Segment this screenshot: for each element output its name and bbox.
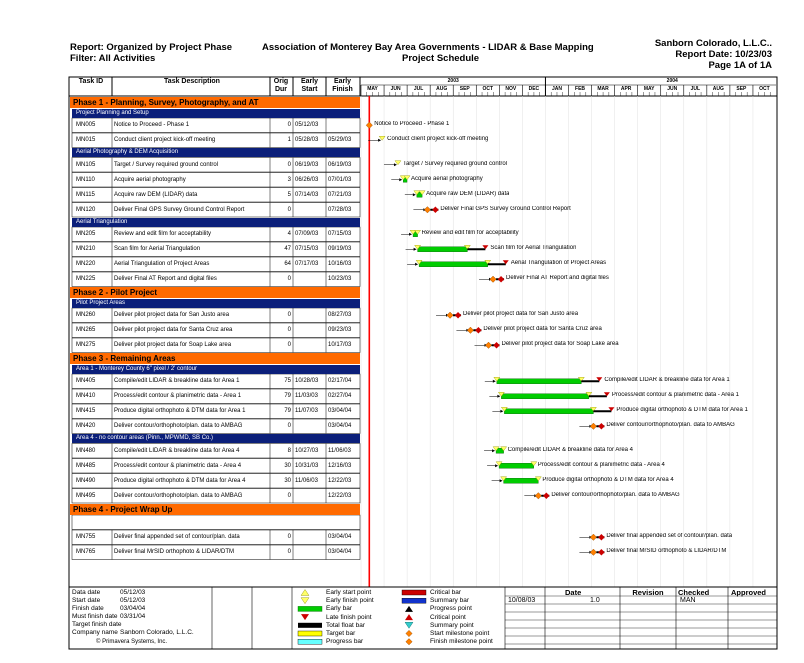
subgroup-header: Pilot Project Areas — [72, 299, 360, 308]
task-id: MN480 — [76, 447, 96, 454]
month-label: MAR — [597, 86, 609, 92]
late-finish-point — [455, 312, 461, 318]
bar-label: Deliver pilot project data for Santa Cruz area — [483, 326, 602, 333]
early-bar — [497, 379, 582, 384]
revision-header-revision: Revision — [632, 588, 664, 597]
orig-dur: 0 — [287, 534, 291, 540]
bar-label: Acquire aerial photography — [411, 175, 483, 182]
early-start — [295, 419, 327, 434]
total-float-bar — [589, 395, 607, 397]
orig-dur: 79 — [284, 408, 291, 414]
footer-label: Data date — [72, 589, 101, 596]
month-label: FEB — [575, 86, 586, 92]
copyright-text: © Primavera Systems, Inc. — [96, 639, 168, 645]
footer-value: 03/31/04 — [120, 613, 146, 620]
link-arrow — [394, 163, 397, 166]
subgroup-header: Aerial Triangulation — [72, 218, 360, 227]
revision-header-checked: Checked — [678, 588, 710, 597]
col-early-start: Early Start — [300, 78, 319, 93]
page-number: Page 1A of 1A — [708, 60, 772, 71]
task-description: Conduct client project kick-off meeting — [114, 137, 216, 143]
early-finish: 07/28/03 — [328, 206, 352, 213]
legend-label: Progress point — [430, 605, 472, 613]
link-arrow — [414, 248, 417, 251]
bar-label: Compile/edit LIDAR & breakline data for Area 4 — [507, 446, 633, 453]
early-finish: 10/23/03 — [328, 276, 352, 282]
bar-label: Deliver pilot project data for Soap Lake area — [501, 341, 619, 348]
table-row — [70, 188, 360, 203]
early-start: 07/17/03 — [295, 261, 319, 267]
orig-dur: 4 — [287, 231, 291, 237]
legend-label: Late finish point — [326, 613, 372, 621]
task-description: Scan film for Aerial Triangulation — [114, 246, 201, 252]
table-row — [70, 242, 360, 257]
orig-dur: 0 — [287, 342, 291, 348]
month-label: OCT — [759, 86, 770, 92]
legend-symbol — [402, 590, 426, 595]
orig-dur: 5 — [287, 191, 291, 198]
table-row — [70, 374, 360, 389]
legend-label: Total float bar — [326, 621, 366, 629]
table-row — [70, 530, 360, 545]
early-start: 06/26/03 — [295, 176, 319, 183]
link-arrow — [493, 380, 496, 383]
orig-dur: 1 — [287, 137, 291, 143]
task-description: Deliver final MrSID orthophoto & LIDAR/DTM — [114, 549, 235, 555]
milestone-point — [366, 122, 372, 128]
milestone-point — [467, 327, 473, 333]
early-start: 10/31/03 — [295, 462, 319, 469]
link-arrow — [492, 449, 495, 452]
task-id: MN115 — [76, 191, 95, 198]
year-label-2004: 2004 — [666, 78, 678, 84]
company-name: Sanborn Colorado, L.L.C.. — [654, 38, 772, 49]
month-label: NOV — [505, 86, 517, 92]
link-arrow — [495, 464, 498, 467]
early-bar — [501, 394, 589, 399]
bar-label: Deliver Final GPS Survey Ground Control Report — [440, 205, 571, 212]
early-finish: 03/04/04 — [328, 549, 352, 555]
month-label: JAN — [551, 86, 562, 92]
orig-dur: 3 — [287, 176, 291, 183]
revision-checked: MAN — [680, 597, 696, 604]
table-row — [70, 158, 360, 173]
orig-dur: 0 — [287, 492, 291, 499]
task-id: MN755 — [76, 534, 96, 540]
link-arrow — [399, 178, 402, 181]
month-label: SEP — [459, 86, 470, 92]
table-row — [70, 545, 360, 560]
late-finish-point — [543, 493, 549, 499]
task-description: Produce digital orthophoto & DTM data for Area 1 — [114, 408, 246, 414]
early-finish: 02/17/04 — [328, 378, 352, 384]
bar-label: Deliver pilot project data for San Justo area — [463, 311, 579, 318]
early-start: 05/28/03 — [295, 137, 319, 143]
task-id: MN120 — [76, 206, 96, 213]
month-label: SEP — [736, 86, 747, 92]
month-label: MAY — [643, 86, 655, 92]
bar-label: Deliver final MrSID orthophoto & LIDAR/DTM — [606, 548, 727, 555]
table-row — [70, 489, 360, 504]
task-id: MN110 — [76, 176, 95, 183]
early-start: 07/09/03 — [295, 231, 319, 237]
legend-label: Start milestone point — [430, 630, 490, 637]
early-start — [295, 338, 327, 353]
orig-dur: 75 — [284, 378, 291, 384]
table-row — [70, 338, 360, 353]
footer-value: 05/12/03 — [120, 597, 146, 604]
task-id: MN420 — [76, 423, 96, 429]
task-description: Notice to Proceed - Phase 1 — [114, 122, 190, 128]
col-early-finish: Early Finish — [332, 78, 353, 93]
phase-header: Phase 2 - Pilot Project — [70, 287, 360, 298]
early-finish: 12/22/03 — [328, 477, 352, 484]
early-bar — [419, 262, 488, 267]
footer-label: Company name — [72, 629, 118, 636]
task-id: MN210 — [76, 246, 96, 252]
table-row — [70, 203, 360, 218]
legend-symbol — [298, 623, 322, 628]
early-start — [295, 489, 327, 504]
task-description: Process/edit contour & planimetric data - Area 4 — [114, 462, 242, 469]
month-label: AUG — [436, 86, 448, 92]
early-finish: 10/16/03 — [328, 261, 352, 267]
milestone-point — [424, 207, 430, 213]
legend-label: Critical point — [430, 613, 466, 621]
early-start — [295, 308, 327, 323]
early-bar — [504, 409, 593, 414]
task-id: MN005 — [76, 122, 96, 128]
task-id: MN490 — [76, 477, 96, 484]
table-row — [70, 459, 360, 474]
revision-header-approved: Approved — [731, 588, 767, 597]
month-label: JUN — [390, 86, 401, 92]
milestone-point — [447, 312, 453, 318]
task-id: MN765 — [76, 549, 96, 555]
early-start: 11/07/03 — [295, 408, 318, 414]
early-finish: 03/04/04 — [328, 534, 352, 540]
link-arrow — [497, 395, 500, 398]
col-task-description: Task Description — [164, 78, 220, 85]
milestone-point — [490, 276, 496, 282]
footer-value: 05/12/03 — [120, 589, 146, 596]
legend-label: Target bar — [326, 630, 356, 637]
bar-label: Deliver Final AT Report and digital files — [506, 275, 609, 282]
task-id: MN265 — [76, 327, 96, 333]
early-start — [295, 323, 327, 338]
footer-label: Finish date — [72, 605, 104, 612]
early-start: 07/14/03 — [295, 191, 319, 198]
early-finish: 10/17/03 — [328, 342, 352, 348]
table-row — [70, 419, 360, 434]
month-label: DEC — [528, 86, 540, 92]
late-finish-point — [598, 423, 604, 429]
phase-header: Phase 1 - Planning, Survey, Photography, and AT — [70, 97, 360, 108]
table-row — [70, 444, 360, 459]
table-row — [70, 257, 360, 272]
link-arrow — [415, 263, 418, 266]
task-description: Deliver pilot project data for Santa Cruz area — [114, 327, 233, 333]
bar-label: Deliver final appended set of contour/plan. data — [606, 533, 733, 540]
bar-label: Acquire raw DEM (LIDAR) data — [426, 190, 510, 197]
early-start — [295, 272, 327, 287]
link-arrow — [413, 193, 416, 196]
early-finish: 06/19/03 — [328, 161, 352, 168]
task-id: MN015 — [76, 137, 96, 143]
milestone-point — [590, 423, 596, 429]
early-finish: 05/29/03 — [328, 137, 352, 143]
early-finish: 08/27/03 — [328, 312, 352, 318]
total-float-bar — [581, 380, 599, 382]
task-description: Compile/edit LIDAR & breakline data for Area 4 — [114, 447, 240, 454]
early-start: 05/12/03 — [295, 122, 319, 128]
orig-dur: 0 — [287, 276, 291, 282]
task-description: Process/edit contour & planimetric data - Area 1 — [114, 393, 242, 399]
year-label-2003: 2003 — [447, 78, 459, 84]
task-id: MN405 — [76, 378, 96, 384]
bar-label: Review and edit film for acceptability — [421, 230, 519, 237]
late-finish-point — [498, 276, 504, 282]
month-label: JUN — [667, 86, 678, 92]
link-arrow — [500, 479, 503, 482]
orig-dur: 0 — [287, 161, 291, 168]
total-float-bar — [593, 410, 611, 412]
report-title: Report: Organized by Project Phase — [70, 42, 233, 53]
total-float-bar — [488, 263, 506, 265]
footer-label: Target finish date — [72, 621, 122, 628]
early-finish: 07/15/03 — [328, 231, 352, 237]
early-finish: 07/21/03 — [328, 191, 352, 198]
early-finish: 09/23/03 — [328, 327, 352, 333]
task-id: MN410 — [76, 393, 96, 399]
orig-dur: 0 — [287, 549, 291, 555]
early-finish-point — [395, 161, 401, 165]
task-id: MN205 — [76, 231, 96, 237]
orig-dur: 47 — [284, 246, 291, 252]
early-bar — [504, 478, 539, 483]
task-description: Acquire aerial photography — [114, 176, 186, 183]
bar-label: Deliver contour/orthophoto/plan. data to AMBAG — [606, 422, 735, 429]
early-bar — [499, 463, 534, 468]
task-id: MN485 — [76, 462, 96, 469]
task-description: Deliver pilot project data for San Justo area — [114, 312, 230, 318]
month-label: JUL — [690, 86, 701, 92]
month-label: OCT — [482, 86, 494, 92]
early-start — [295, 530, 327, 545]
orig-dur: 30 — [284, 462, 291, 469]
late-finish-point — [493, 342, 499, 348]
early-start: 10/27/03 — [295, 447, 319, 454]
bar-label: Target / Survey required ground control — [402, 160, 508, 167]
orig-dur: 0 — [287, 327, 291, 333]
early-finish: 02/27/04 — [328, 393, 352, 399]
legend-label: Summary point — [430, 621, 474, 629]
month-label: JUL — [413, 86, 424, 92]
early-start: 11/06/03 — [295, 477, 318, 484]
month-label: AUG — [712, 86, 724, 92]
project-title: Association of Monterey Bay Area Governments - LIDAR & Base Mapping — [262, 42, 594, 53]
early-finish: 11/06/03 — [328, 447, 351, 454]
task-id: MN220 — [76, 261, 96, 267]
link-arrow — [500, 410, 503, 413]
early-bar — [418, 247, 468, 252]
subgroup-header: Project Planning and Setup — [72, 109, 360, 118]
orig-dur: 30 — [284, 477, 291, 484]
month-label: APR — [620, 86, 632, 92]
bar-label: Notice to Proceed - Phase 1 — [374, 121, 450, 128]
orig-dur: 0 — [287, 206, 291, 213]
bar-label: Conduct client project kick-off meeting — [387, 136, 489, 143]
link-arrow — [409, 233, 412, 236]
revision-date: 10/08/03 — [508, 597, 536, 604]
table-row — [70, 272, 360, 287]
table-row — [70, 118, 360, 133]
legend-symbol — [298, 639, 322, 644]
table-row — [70, 227, 360, 242]
phase-header: Phase 3 - Remaining Areas — [70, 353, 360, 364]
table-row — [70, 173, 360, 188]
task-description: Deliver Final AT Report and digital files — [114, 276, 217, 282]
table-row — [70, 133, 360, 148]
subgroup-header: Area 1 - Monterey County 6" pixel / 2' contour — [72, 365, 360, 374]
subgroup-header: Aerial Photography & DEM Acquisition — [72, 148, 360, 157]
early-start: 07/15/03 — [295, 246, 319, 252]
orig-dur: 0 — [287, 312, 291, 318]
bar-label: Produce digital orthophoto & DTM data for Area 1 — [616, 407, 748, 414]
phase-header: Phase 4 - Project Wrap Up — [70, 504, 360, 515]
legend-label: Early bar — [326, 605, 353, 613]
revision-number: 1.0 — [590, 597, 600, 604]
task-description: Deliver contour/orthophoto/plan. data to AMBAG — [114, 423, 243, 429]
orig-dur: 79 — [284, 393, 291, 399]
footer-label: Start date — [72, 597, 101, 604]
task-description: Deliver pilot project data for Soap Lake area — [114, 342, 232, 348]
col-orig-dur: Orig Dur — [273, 78, 289, 93]
task-description: Aerial Triangulation of Project Areas — [114, 261, 210, 267]
legend-label: Critical bar — [430, 589, 462, 596]
bar-label: Scan film for Aerial Triangulation — [490, 245, 577, 252]
table-row — [70, 474, 360, 489]
early-finish: 09/19/03 — [328, 246, 352, 252]
report-date: Report Date: 10/23/03 — [675, 49, 772, 60]
milestone-point — [485, 342, 491, 348]
task-description: Compile/edit LIDAR & breakline data for Area 1 — [114, 378, 240, 384]
orig-dur: 64 — [284, 261, 291, 267]
table-row — [70, 308, 360, 323]
bar-label: Process/edit contour & planimetric data - Area 4 — [537, 461, 665, 468]
filter-label: Filter: All Activities — [70, 53, 156, 64]
milestone-point — [590, 534, 596, 540]
orig-dur: 0 — [287, 122, 291, 128]
orig-dur: 0 — [287, 423, 291, 429]
milestone-point — [535, 493, 541, 499]
task-description: Deliver Final GPS Survey Ground Control Report — [114, 206, 245, 213]
legend-symbol — [298, 631, 322, 636]
early-finish: 12/22/03 — [328, 492, 352, 499]
early-finish: 07/01/03 — [328, 176, 352, 183]
footer-value: Sanborn Colorado, L.L.C. — [120, 629, 194, 636]
early-finish — [328, 118, 360, 133]
col-task-id: Task ID — [78, 78, 104, 85]
legend-label: Early finish point — [326, 597, 374, 605]
table-row — [70, 323, 360, 338]
month-label: MAY — [367, 86, 378, 92]
orig-dur: 8 — [287, 447, 291, 454]
bar-label: Process/edit contour & planimetric data - Area 1 — [611, 392, 739, 399]
early-finish: 03/04/04 — [328, 423, 352, 429]
early-start: 10/28/03 — [295, 378, 319, 384]
legend-label: Early start point — [326, 589, 372, 596]
late-finish-point — [598, 549, 604, 555]
bar-label: Produce digital orthophoto & DTM data for Area 4 — [542, 476, 674, 483]
bar-label: Aerial Triangulation of Project Areas — [510, 260, 607, 267]
legend-symbol — [298, 606, 322, 611]
task-id: MN105 — [76, 161, 96, 168]
late-finish-point — [598, 534, 604, 540]
legend-label: Finish milestone point — [430, 638, 493, 646]
task-id: MN275 — [76, 342, 96, 348]
bar-label: Deliver contour/orthophoto/plan. data to AMBAG — [551, 491, 680, 498]
project-subtitle: Project Schedule — [402, 53, 480, 64]
subgroup-header: Area 4 - no contour areas (Pinn., MPWMD, SB Co.) — [72, 434, 360, 443]
table-row — [70, 389, 360, 404]
early-start: 11/03/03 — [295, 393, 318, 399]
late-finish-point — [432, 207, 438, 213]
milestone-point — [590, 549, 596, 555]
table-row — [70, 404, 360, 419]
early-start — [295, 545, 327, 560]
early-finish: 12/16/03 — [328, 462, 352, 469]
task-description: Acquire raw DEM (LIDAR) data — [114, 191, 198, 198]
legend-symbol — [402, 598, 426, 603]
bar-label: Compile/edit LIDAR & breakline data for Area 1 — [604, 377, 730, 384]
total-float-bar — [467, 248, 485, 250]
revision-header-date: Date — [565, 588, 582, 597]
blank-row — [72, 515, 360, 530]
task-id: MN415 — [76, 408, 96, 414]
task-id: MN495 — [76, 492, 96, 499]
task-description: Target / Survey required ground control — [114, 161, 219, 168]
early-finish: 03/04/04 — [328, 408, 352, 414]
task-description: Deliver final appended set of contour/plan. data — [114, 534, 240, 540]
task-id: MN260 — [76, 312, 96, 318]
task-id: MN225 — [76, 276, 96, 282]
task-description: Review and edit film for acceptability — [114, 231, 212, 237]
link-arrow — [378, 139, 381, 142]
early-start — [295, 203, 327, 218]
footer-value: 03/04/04 — [120, 605, 146, 612]
footer-label: Must finish date — [72, 613, 118, 620]
legend-label: Progress bar — [326, 638, 364, 646]
legend-label: Summary bar — [430, 597, 470, 605]
early-start: 06/19/03 — [295, 161, 319, 168]
task-description: Deliver contour/orthophoto/plan. data to AMBAG — [114, 492, 243, 499]
task-description: Produce digital orthophoto & DTM data for Area 4 — [114, 477, 246, 484]
